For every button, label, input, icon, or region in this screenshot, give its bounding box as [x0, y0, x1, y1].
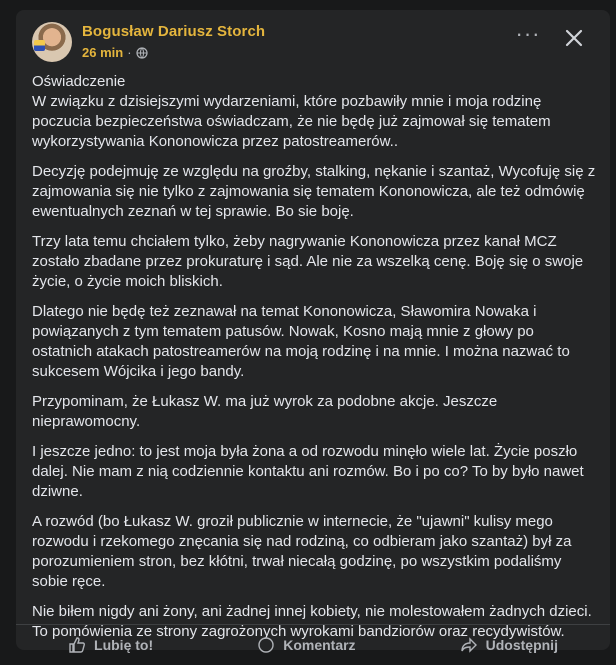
post-time[interactable]: 26 min — [82, 45, 124, 60]
post-actions — [16, 624, 610, 665]
post-paragraph: Dlatego nie będę też zeznawał na temat Kononowicza, Sławomira Nowaka i powiązanych z tym tematem patusów. Nowak, Kosno mają mnie z głowy po ostatnich atakach patostreamerów na moją rodzinę i na mnie. I można nazwać to sukcesem Wójcika i jego bandy. — [32, 303, 570, 380]
post-header — [32, 22, 598, 66]
avatar[interactable] — [32, 22, 72, 62]
post-paragraph: Nie biłem nigdy ani żony, ani żadnej innej kobiety, nie molestowałem żadnych dzieci. To pomówienia ze strony zagrożonych wyrokami bandziorów oraz recydywistów. — [32, 603, 592, 640]
author-name[interactable]: Bogusław Dariusz Storch — [82, 23, 266, 40]
post-paragraph: A rozwód (bo Łukasz W. groził publicznie w internecie, że "ujawni" kulisy mego rozwodu i rzekomego znęcania się nad rodziną, co odbieram jako szantaż) był za porozumieniem stron, bez kłótni, trwał niecałą godzinę, po wszystkim podaliśmy sobie ręce. — [32, 513, 572, 590]
share-label: Udostępnij — [485, 637, 558, 653]
like-label: Lubię to! — [94, 637, 154, 653]
post-paragraph: Decyzję podejmuję ze względu na groźby, stalking, nękanie i szantaż, Wycofuję się z zajmowania się nie tylko z zajmowania się tematem Kononowicza, ale też odmówię ewentualnych zeznań w tej sprawie. Bo sie boję. — [32, 163, 596, 220]
post-body — [32, 72, 598, 652]
comment-label: Komentarz — [283, 637, 356, 653]
share-icon — [460, 636, 478, 654]
post-paragraph: Przypominam, że Łukasz W. ma już wyrok za podobne akcje. Jeszcze nieprawomocny. — [32, 393, 498, 430]
like-button[interactable] — [68, 636, 153, 654]
flag-badge-icon — [34, 40, 45, 51]
share-button[interactable] — [460, 636, 558, 654]
comment-button[interactable] — [257, 636, 355, 654]
comment-icon — [257, 636, 275, 654]
post-paragraph: Trzy lata temu chciałem tylko, żeby nagrywanie Kononowicza przez kanał MCZ zostało zbadane przez prokuraturę i sąd. Ale nie za wszelką cenę. Boję się o swoje życie, o życie moich bliskich. — [32, 233, 584, 290]
thumbs-up-icon — [68, 636, 86, 654]
post-paragraph: Oświadczenie W związku z dzisiejszymi wydarzeniami, które pozbawiły mnie i moja rodzinę poczucia bezpieczeństwa oświadczam, że nie będę już zajmował się tematem wykorzystywania Kononowicza przez patostreamerów.. — [32, 73, 551, 150]
post-meta — [82, 44, 148, 62]
more-icon[interactable]: ··· — [515, 21, 541, 46]
close-icon[interactable] — [560, 24, 588, 52]
post-paragraph: I jeszcze jedno: to jest moja była żona a od rozwodu minęło wiele lat. Życie poszło dalej. Nie mam z nią codziennie kontaktu ani rozmów. Bo i po co? To by było nawet dziwne. — [32, 443, 584, 500]
globe-icon[interactable] — [136, 47, 148, 59]
post-card — [16, 10, 610, 653]
meta-separator: · — [127, 45, 132, 60]
